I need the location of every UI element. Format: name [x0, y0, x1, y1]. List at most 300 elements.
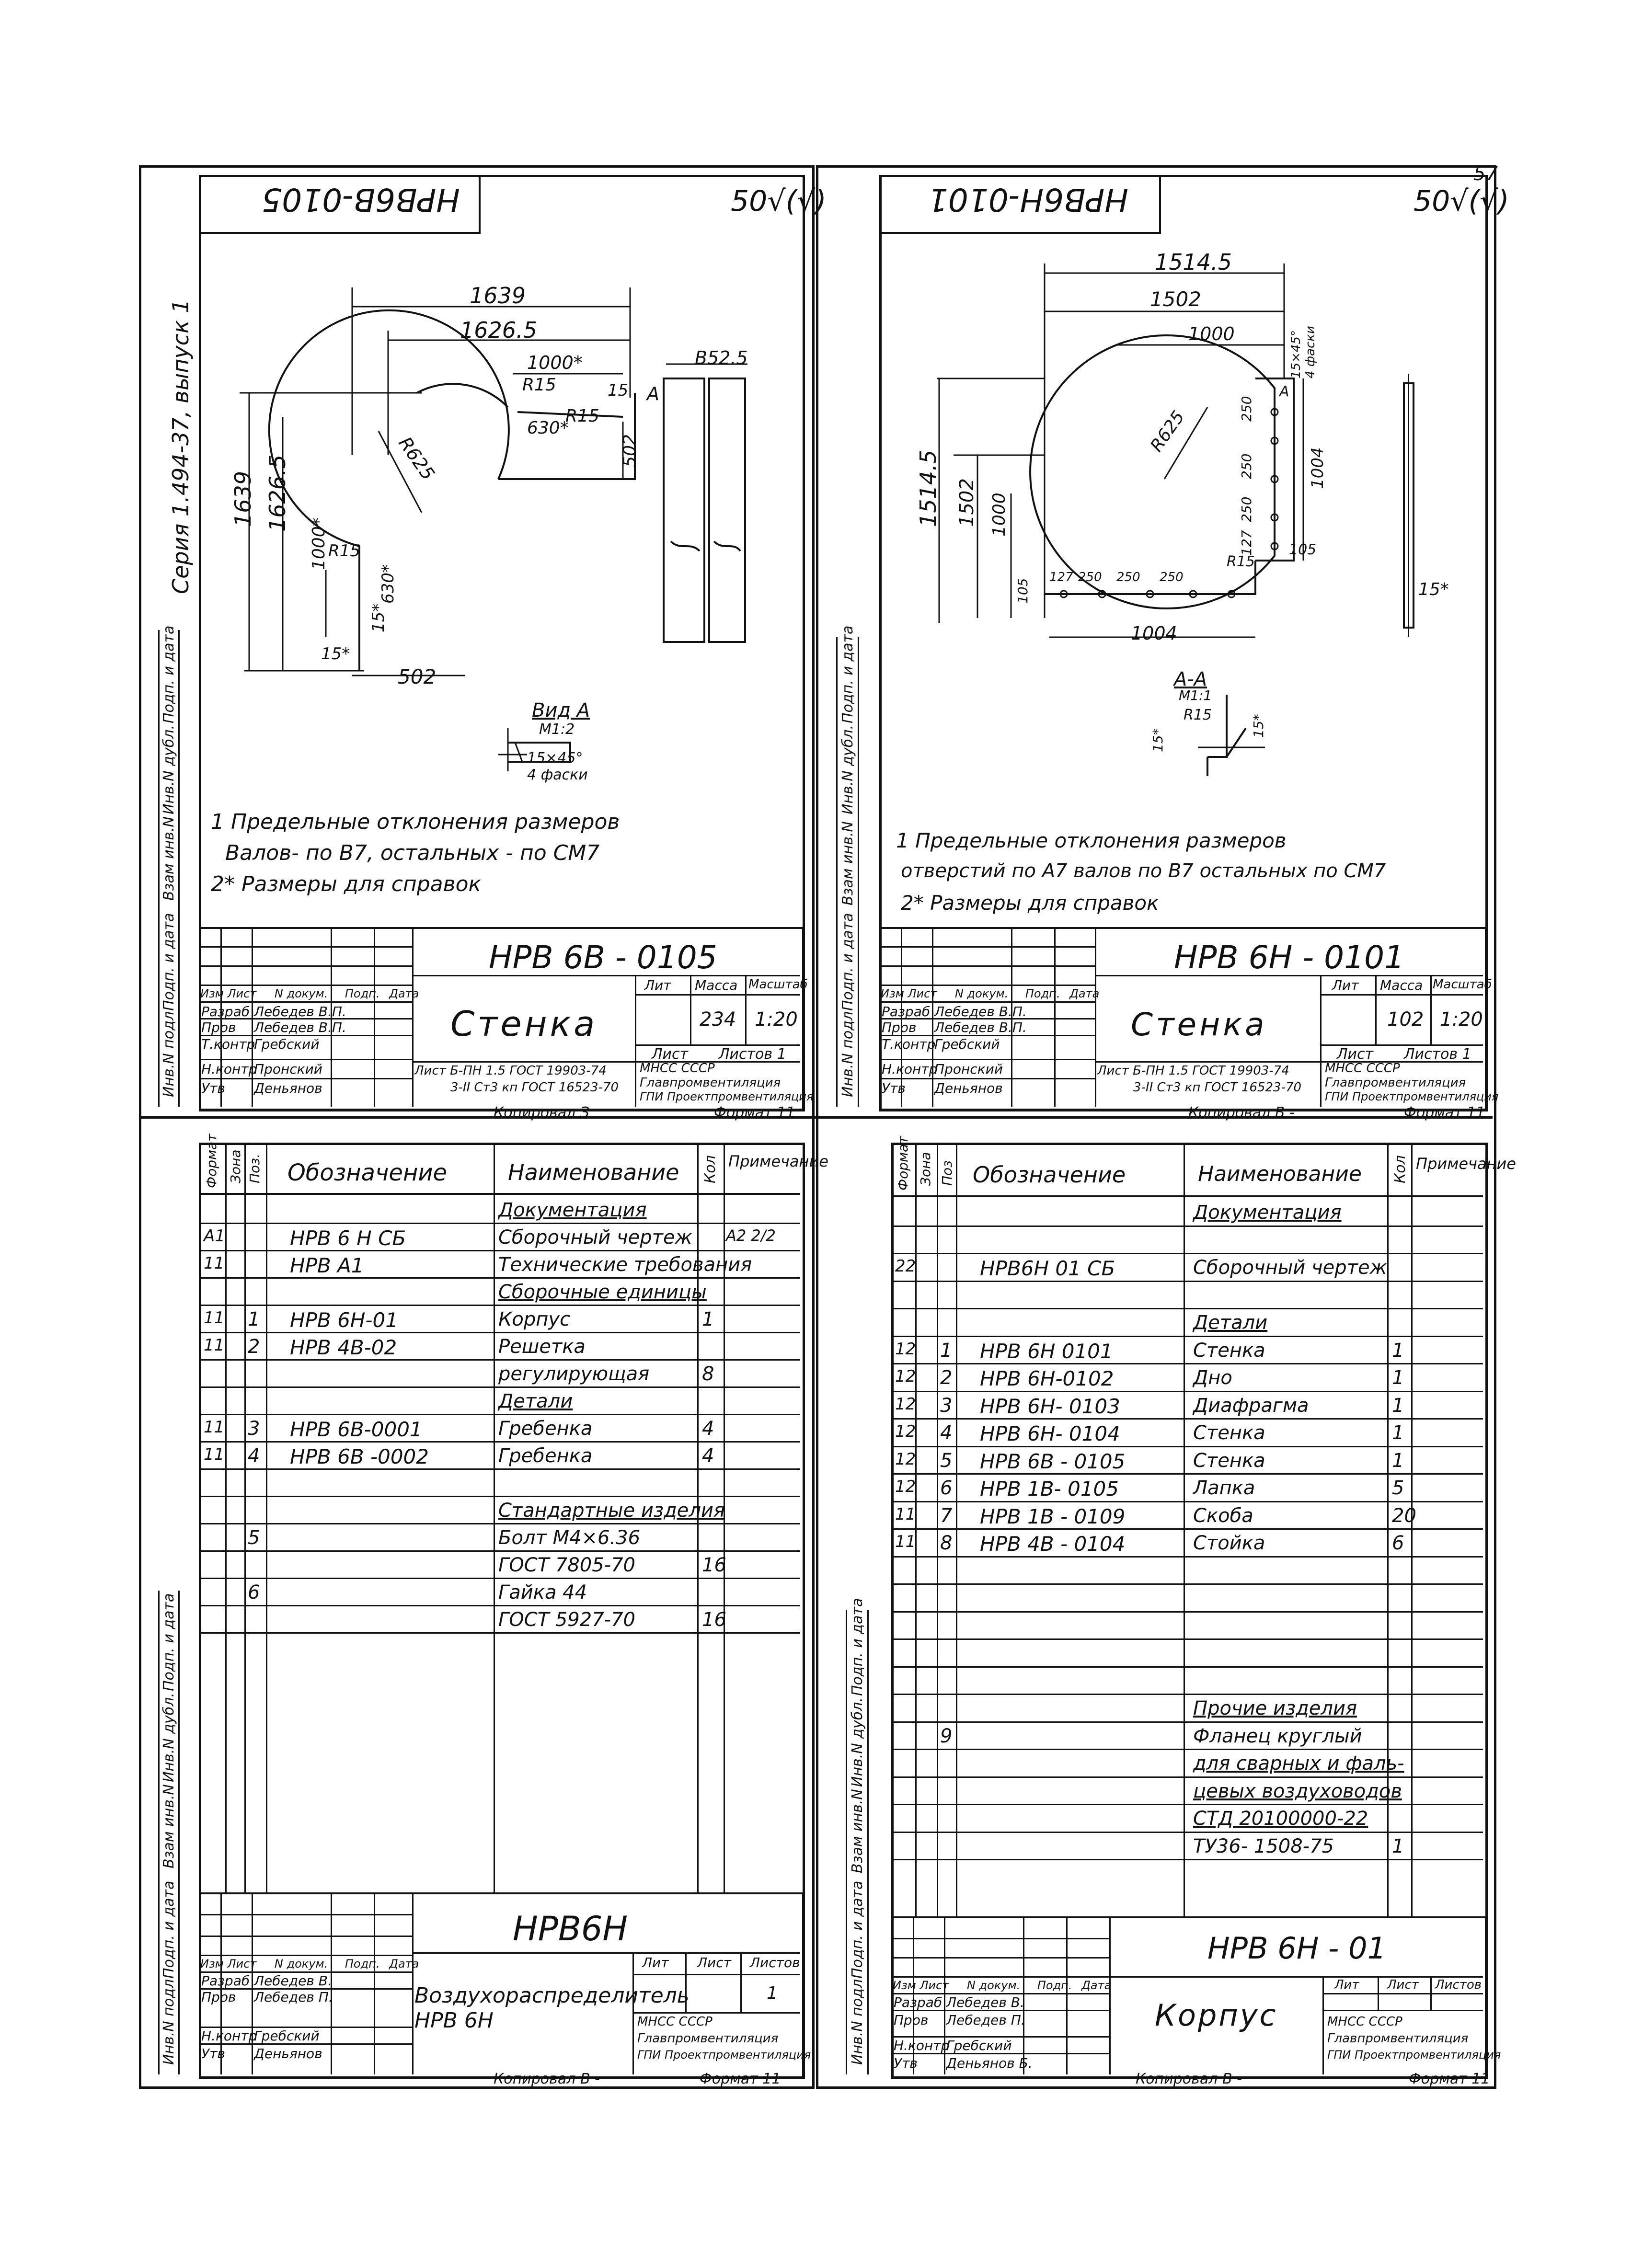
row-name: Стенка — [1193, 1449, 1265, 1472]
section-scale: М1:1 — [1179, 687, 1212, 703]
row-pos: 4 — [940, 1422, 953, 1444]
row-name: Стенка — [1193, 1339, 1265, 1362]
row-designation: НРВ 4В - 0104 — [980, 1532, 1126, 1556]
dim-1004-h: 1004 — [1131, 623, 1177, 644]
stamp-header-role: Изм Лист — [200, 987, 257, 1000]
header-format: Формат — [895, 1136, 911, 1191]
note-2: 2* Размеры для справок — [211, 872, 482, 896]
stamp-name: Лебедев В.П. — [934, 1019, 1027, 1035]
row-format: 11 — [204, 1308, 225, 1328]
org-1: МНСС СССР — [637, 2015, 713, 2029]
table-row — [891, 1556, 1483, 1558]
row-name: СТД 20100000-22 — [1193, 1808, 1368, 1830]
material: Лист Б-ПН 1.5 ГОСТ 19903-74 — [414, 1064, 607, 1078]
stamp-role: Пров — [201, 1989, 236, 2005]
footer-copied: Копировал З — [494, 1104, 590, 1121]
row-format: 11 — [204, 1336, 225, 1355]
table-row — [199, 1523, 800, 1524]
stamp-header — [200, 1957, 419, 1970]
stamp-role: Утв — [894, 2055, 918, 2071]
mass-value: 234 — [700, 1008, 736, 1031]
stamp-name: Деньянов — [254, 2046, 322, 2062]
table-row — [891, 1473, 1483, 1475]
org-1: МНСС СССР — [640, 1061, 715, 1076]
row-designation: НРВ6Н 01 СБ — [980, 1257, 1115, 1280]
tb-line — [1066, 1916, 1068, 2074]
dim-16265-v: 1626.5 — [264, 455, 290, 532]
header-name: Наименование — [1198, 1162, 1362, 1186]
product-name: Корпус — [1155, 1998, 1278, 2033]
note-2: 2* Размеры для справок — [901, 891, 1159, 915]
dim-1000-h: 1000* — [527, 352, 583, 373]
org-2: Главпромвентиляция — [637, 2031, 779, 2046]
dim-1639-v: 1639 — [230, 470, 256, 527]
row-name: ТУ36- 1508-75 — [1193, 1835, 1334, 1857]
stamp-role: Утв — [882, 1080, 906, 1096]
org-3: ГПИ Проектпромвентиляция — [637, 2048, 811, 2062]
table-row — [891, 1308, 1483, 1309]
stamp-header-doc: N докум. — [966, 1979, 1021, 1992]
header-qty: Кол — [1392, 1155, 1409, 1183]
dim-250-h-c: 250 — [1160, 570, 1184, 584]
view-a-label: Вид А — [532, 699, 590, 722]
table-row — [199, 1550, 800, 1552]
stamp-header-doc: N докум. — [954, 987, 1009, 1000]
row-qty: 1 — [1392, 1422, 1404, 1444]
tb-line — [1378, 1976, 1379, 2010]
table-row — [199, 1277, 800, 1279]
table-row — [891, 1611, 1483, 1613]
org-2: Главпромвентиляция — [640, 1076, 781, 1090]
scale-value: 1:20 — [755, 1008, 798, 1031]
stamp-name: Деньянов — [934, 1080, 1003, 1096]
row-qty: 6 — [1392, 1532, 1404, 1554]
stamp-header — [881, 987, 1099, 1000]
stamp-name: Лебедев В. — [254, 1973, 332, 1989]
spec-col — [244, 1143, 246, 1892]
spec-header-line — [891, 1195, 1483, 1197]
row-name: Стенка — [1193, 1422, 1265, 1444]
tb-line — [879, 985, 1095, 986]
row-name: Решетка — [498, 1336, 586, 1358]
row-name: Гребенка — [498, 1418, 593, 1440]
row-name: ГОСТ 5927-70 — [498, 1609, 635, 1631]
side-label-2: Подп. и дата — [161, 913, 177, 1011]
row-pos: 3 — [248, 1418, 260, 1440]
stamp-header-date: Дата — [389, 1957, 419, 1970]
spec-col — [266, 1143, 267, 1892]
section-r15: R15 — [1184, 707, 1212, 723]
sheet-label: Лист — [697, 1955, 731, 1970]
tb-line — [252, 1892, 253, 2074]
header-designation: Обозначение — [973, 1162, 1126, 1188]
tb-line — [199, 1936, 412, 1937]
row-name: Скоба — [1193, 1504, 1253, 1527]
dim-1000-v: 1000 — [989, 493, 1009, 537]
tb-line — [412, 1892, 414, 2074]
row-name: Лапка — [1193, 1477, 1255, 1499]
table-row — [891, 1363, 1483, 1364]
side-stamp-line-1 — [846, 1610, 847, 2074]
tb-line — [1430, 1976, 1432, 2010]
spec-col — [494, 1143, 495, 1892]
dim-15-side: 15* — [1418, 580, 1449, 599]
tb-line — [374, 1892, 375, 2074]
table-row — [199, 1386, 800, 1388]
table-row — [199, 1305, 800, 1306]
table-row — [891, 1583, 1483, 1585]
side-label-4: Инв.N дубл. — [839, 725, 856, 814]
row-format: 11 — [895, 1504, 916, 1524]
table-row — [891, 1832, 1483, 1833]
table-row — [199, 1250, 800, 1251]
row-qty: 1 — [1392, 1449, 1404, 1472]
stamp-role: Н.контр — [201, 2028, 257, 2044]
tb-line — [1375, 975, 1377, 1044]
stamp-name: Лебедев В.П. — [254, 1019, 346, 1035]
dim-1502-h: 1502 — [1150, 287, 1201, 311]
row-name: Детали — [1193, 1312, 1268, 1334]
dim-250-h-a: 250 — [1078, 570, 1102, 584]
stamp-name: Лебедев П. — [254, 1989, 333, 2005]
lit-label: Лит — [1334, 1978, 1359, 1992]
table-row — [891, 1804, 1483, 1805]
row-pos: 1 — [248, 1308, 260, 1330]
view-a-scale: М1:2 — [539, 721, 575, 738]
table-row — [199, 1223, 800, 1224]
dim-4-chamfers: 4 фаски — [1303, 326, 1318, 378]
tb-line — [891, 1938, 1109, 1939]
footer-copied: Копировал В - — [494, 2071, 600, 2087]
stamp-role: Утв — [201, 2046, 225, 2062]
table-row — [199, 1468, 800, 1470]
row-format: 12 — [895, 1394, 916, 1414]
stamp-header-role: Изм Лист — [200, 1957, 257, 1970]
series-label: Серия 1.494-37, выпуск 1 — [168, 299, 194, 594]
dim-r15-a: R15 — [522, 375, 556, 395]
table-row — [891, 1281, 1483, 1282]
row-name: ГОСТ 7805-70 — [498, 1554, 635, 1576]
side-label-1: Инв.N подл. — [839, 1007, 856, 1097]
side-label-2: Подп. и дата — [839, 913, 856, 1011]
stamp-name: Деньянов Б. — [946, 2055, 1033, 2071]
scale-value: 1:20 — [1440, 1008, 1483, 1031]
stamp-role: Т.контр — [201, 1036, 255, 1052]
dim-15-a: 15 — [608, 381, 629, 400]
tb-line — [1109, 1916, 1111, 2074]
tb-line — [879, 1078, 1095, 1079]
stamp-header-sign: Подп. — [345, 1957, 380, 1970]
table-row — [891, 1749, 1483, 1750]
dim-1004-v: 1004 — [1308, 447, 1327, 489]
row-designation: НРВ 6В -0002 — [290, 1445, 429, 1468]
row-designation: НРВ 4В-02 — [290, 1336, 397, 1359]
row-name: регулирующая — [498, 1363, 650, 1385]
dim-1639-h: 1639 — [470, 283, 526, 309]
row-pos: 8 — [940, 1532, 953, 1554]
dim-630-v: 630* — [379, 564, 398, 604]
row-format: А1 — [204, 1226, 225, 1246]
row-pos: 2 — [940, 1367, 953, 1389]
tb-line — [1430, 975, 1432, 1044]
header-designation: Обозначение — [287, 1159, 448, 1186]
tb-line — [632, 2012, 800, 2014]
stamp-role: Разраб — [201, 1004, 250, 1019]
row-format: 12 — [895, 1339, 916, 1359]
table-row — [199, 1414, 800, 1415]
side-stamp-line-2 — [178, 1591, 180, 2074]
dim-250-c: 250 — [1239, 496, 1254, 522]
title-code: НРВ6Н — [513, 1909, 628, 1948]
lit-label: Лит — [1332, 977, 1359, 993]
stamp-header-role: Изм Лист — [893, 1979, 949, 1992]
row-qty: 8 — [702, 1363, 714, 1385]
note-1-cont: отверстий по А7 валов по В7 остальных по СМ7 — [901, 860, 1386, 882]
sheets-label: Листов — [750, 1955, 800, 1970]
sheet-label: Лист — [1337, 1046, 1374, 1063]
row-designation: НРВ 6В-0001 — [290, 1418, 423, 1441]
dim-r625: R625 — [1147, 407, 1189, 456]
org-3: ГПИ Проектпромвентиляция — [1327, 2048, 1501, 2062]
stamp-name: Пронский — [934, 1061, 1003, 1077]
row-name: Стойка — [1193, 1532, 1265, 1554]
table-row — [199, 1605, 800, 1606]
row-qty: 20 — [1392, 1504, 1416, 1527]
row-format: 12 — [895, 1422, 916, 1441]
table-row — [199, 1332, 800, 1333]
table-row — [199, 1496, 800, 1497]
sheets-count: 1 — [767, 1983, 778, 2003]
row-name: Диафрагма — [1193, 1394, 1309, 1417]
table-row — [891, 1226, 1483, 1227]
row-pos: 5 — [940, 1449, 953, 1472]
row-pos: 5 — [248, 1527, 260, 1549]
row-qty: 1 — [1392, 1394, 1404, 1417]
title-code: НРВ 6В - 0105 — [489, 939, 717, 976]
tb-line — [412, 1952, 800, 1954]
org-1: МНСС СССР — [1327, 2015, 1402, 2029]
dim-127: 127 — [1239, 530, 1254, 556]
row-format: 12 — [895, 1449, 916, 1469]
tb-line — [879, 946, 1095, 948]
stamp-name: Лебедев В.П. — [934, 1004, 1027, 1019]
stamp-role: Разраб — [882, 1004, 931, 1019]
side-label-4: Инв.N дубл. — [161, 1693, 177, 1782]
dim-127-h: 127 — [1049, 570, 1073, 584]
row-pos: 4 — [248, 1445, 260, 1467]
stamp-name: Гребский — [254, 1036, 320, 1052]
dim-15-v: 15* — [369, 603, 388, 632]
side-label-3: Взам инв.N — [839, 821, 856, 905]
row-designation: НРВ 6В - 0105 — [980, 1449, 1126, 1473]
dim-630-h: 630* — [527, 418, 569, 438]
row-name: Дно — [1193, 1367, 1232, 1389]
dim-502-h: 502 — [398, 665, 437, 688]
row-designation: НРВ 6 Н СБ — [290, 1226, 406, 1250]
row-name: Документация — [1193, 1202, 1342, 1224]
stamp-header-doc: N докум. — [274, 987, 328, 1000]
table-row — [199, 1632, 800, 1634]
dim-105-v: 105 — [1015, 578, 1031, 604]
row-name: Технические требования — [498, 1254, 752, 1276]
table-row — [891, 1418, 1483, 1420]
table-row — [891, 1721, 1483, 1723]
roughness-mark: 50√(√) — [1414, 184, 1509, 218]
tb-line — [932, 927, 933, 1107]
note-1: 1 Предельные отклонения размеров — [211, 810, 620, 834]
product-name: Воздухораспределитель НРВ 6Н — [414, 1983, 690, 2033]
stamp-role: Разраб — [201, 1973, 250, 1989]
row-format: 11 — [204, 1254, 225, 1273]
footer-format: Формат 11 — [714, 1104, 795, 1121]
row-pos: 6 — [940, 1477, 953, 1499]
stamp-header-date: Дата — [1069, 987, 1100, 1000]
dim-15x45: 15×45° — [1289, 330, 1303, 378]
row-name: Фланец круглый — [1193, 1725, 1362, 1747]
footer-format: Формат 11 — [1409, 2071, 1490, 2087]
org-1: МНСС СССР — [1325, 1061, 1400, 1076]
footer-copied: Копировал В - — [1188, 1104, 1295, 1121]
org-2: Главпромвентиляция — [1327, 2031, 1469, 2046]
side-label-1: Инв.N подл. — [161, 1974, 177, 2065]
section-15-a: 15* — [1150, 728, 1166, 752]
stamp-role: Н.контр — [882, 1061, 938, 1077]
header-format: Формат — [204, 1134, 219, 1188]
footer-copied: Копировал В - — [1136, 2071, 1242, 2087]
part-name: Стенка — [450, 1004, 598, 1044]
stamp-role: Разраб — [894, 1994, 942, 2010]
stamp-name: Гребский — [254, 2028, 320, 2044]
section-label: А-А — [1174, 668, 1207, 690]
table-row — [891, 1253, 1483, 1254]
chamfer-note-2: 4 фаски — [527, 767, 588, 783]
tb-line — [199, 1955, 412, 1956]
row-designation: НРВ 1В - 0109 — [980, 1504, 1126, 1528]
tb-line — [1054, 927, 1056, 1107]
sheet-label: Лист — [652, 1046, 689, 1063]
tb-line — [891, 1957, 1109, 1959]
header-note: Примечание — [1416, 1155, 1516, 1173]
stamp-role: Пров — [882, 1019, 917, 1035]
row-name: цевых воздуховодов — [1193, 1780, 1402, 1802]
sheets-label: Листов 1 — [1404, 1046, 1471, 1063]
tb-line — [1322, 2010, 1483, 2011]
org-2: Главпромвентиляция — [1325, 1076, 1466, 1090]
stamp-role: Пров — [894, 2012, 929, 2028]
row-format: 12 — [895, 1367, 916, 1386]
dim-15145-h: 1514.5 — [1155, 249, 1232, 275]
footer-format: Формат 11 — [1404, 1104, 1485, 1121]
stamp-header-date: Дата — [389, 987, 419, 1000]
tb-line — [1095, 927, 1096, 1107]
table-row — [891, 1391, 1483, 1392]
row-name: Болт М4×6.36 — [498, 1527, 641, 1549]
table-row — [891, 1501, 1483, 1502]
dim-250-a: 250 — [1239, 396, 1254, 422]
dim-r15: R15 — [1227, 553, 1255, 570]
side-label-4: Инв.N дубл. — [161, 725, 177, 814]
stamp-name: Гребский — [946, 2038, 1012, 2053]
row-note: А2 2/2 — [726, 1226, 776, 1245]
row-pos: 1 — [940, 1339, 953, 1362]
row-format: 11 — [204, 1445, 225, 1464]
mass-value: 102 — [1387, 1008, 1424, 1031]
page-number: 57 — [1473, 163, 1498, 185]
dim-16265-h: 1626.5 — [460, 317, 537, 343]
row-qty: 1 — [1392, 1835, 1404, 1857]
stamp-name: Лебедев В. — [946, 1994, 1024, 2010]
table-row — [891, 1776, 1483, 1778]
row-name: Гайка 44 — [498, 1581, 587, 1604]
stamp-header-sign: Подп. — [1037, 1979, 1072, 1992]
dim-1000-v: 1000* — [309, 517, 329, 570]
part-name: Стенка — [1131, 1006, 1267, 1043]
row-qty: 5 — [1392, 1477, 1404, 1499]
tb-line — [1322, 1993, 1483, 1994]
chamfer-note: 15×45° — [527, 750, 583, 767]
row-name: для сварных и фаль- — [1193, 1753, 1404, 1775]
org-3: ГПИ Проектпромвентиляция — [1325, 1090, 1499, 1103]
side-label-1: Инв.N подл. — [161, 1007, 177, 1097]
tb-line — [199, 1914, 412, 1915]
lit-label: Лит — [642, 1955, 669, 1970]
row-name: Гребенка — [498, 1445, 593, 1467]
dim-1000-h: 1000 — [1188, 323, 1235, 344]
table-row — [891, 1666, 1483, 1668]
mass-label: Масса — [1380, 977, 1423, 993]
stamp-name: Лебедев П. — [946, 2012, 1025, 2028]
row-qty: 1 — [702, 1308, 714, 1330]
stamp-name: Деньянов — [254, 1080, 322, 1096]
side-stamp-line-1 — [836, 637, 838, 1107]
side-label-2: Подп. и дата — [849, 1880, 866, 1979]
table-row — [199, 1359, 800, 1361]
row-name: Сборочные единицы — [498, 1281, 707, 1303]
mirrored-code: НРВ6В-0105 — [262, 181, 460, 218]
sheets-label: Листов 1 — [719, 1046, 786, 1063]
row-qty: 16 — [702, 1554, 726, 1576]
row-name: Детали — [498, 1390, 573, 1412]
side-label-3: Взам инв.N — [161, 1784, 177, 1868]
row-qty: 1 — [1392, 1367, 1404, 1389]
table-row — [891, 1446, 1483, 1447]
side-label-3: Взам инв.N — [161, 816, 177, 901]
title-code: НРВ 6Н - 0101 — [1174, 939, 1405, 976]
row-designation: НРВ 6Н 0101 — [980, 1339, 1113, 1363]
stamp-header-sign: Подп. — [1025, 987, 1060, 1000]
row-format: 12 — [895, 1477, 916, 1496]
footer-format: Формат 11 — [700, 2071, 781, 2087]
side-label-2: Подп. и дата — [161, 1880, 177, 1979]
row-name: Прочие изделия — [1193, 1697, 1357, 1719]
dim-r15-b: R15 — [565, 406, 599, 426]
dim-250-h-b: 250 — [1116, 570, 1140, 584]
row-qty: 4 — [702, 1445, 714, 1467]
side-stamp-line-2 — [858, 637, 859, 1107]
stamp-name: Пронский — [254, 1061, 322, 1077]
note-1-cont: Валов- по В7, остальных - по СМ7 — [225, 841, 600, 865]
org-3: ГПИ Проектпромвентиляция — [640, 1090, 814, 1103]
header-name: Наименование — [508, 1159, 679, 1185]
stamp-header — [893, 1979, 1111, 1992]
row-format: 11 — [204, 1418, 225, 1437]
mass-label: Масса — [695, 977, 738, 993]
sheets-label: Листов — [1435, 1978, 1482, 1992]
side-stamp-line-2 — [867, 1610, 869, 2074]
lit-label: Лит — [644, 977, 671, 993]
row-pos: 2 — [248, 1336, 260, 1358]
tb-line — [891, 1976, 1109, 1978]
